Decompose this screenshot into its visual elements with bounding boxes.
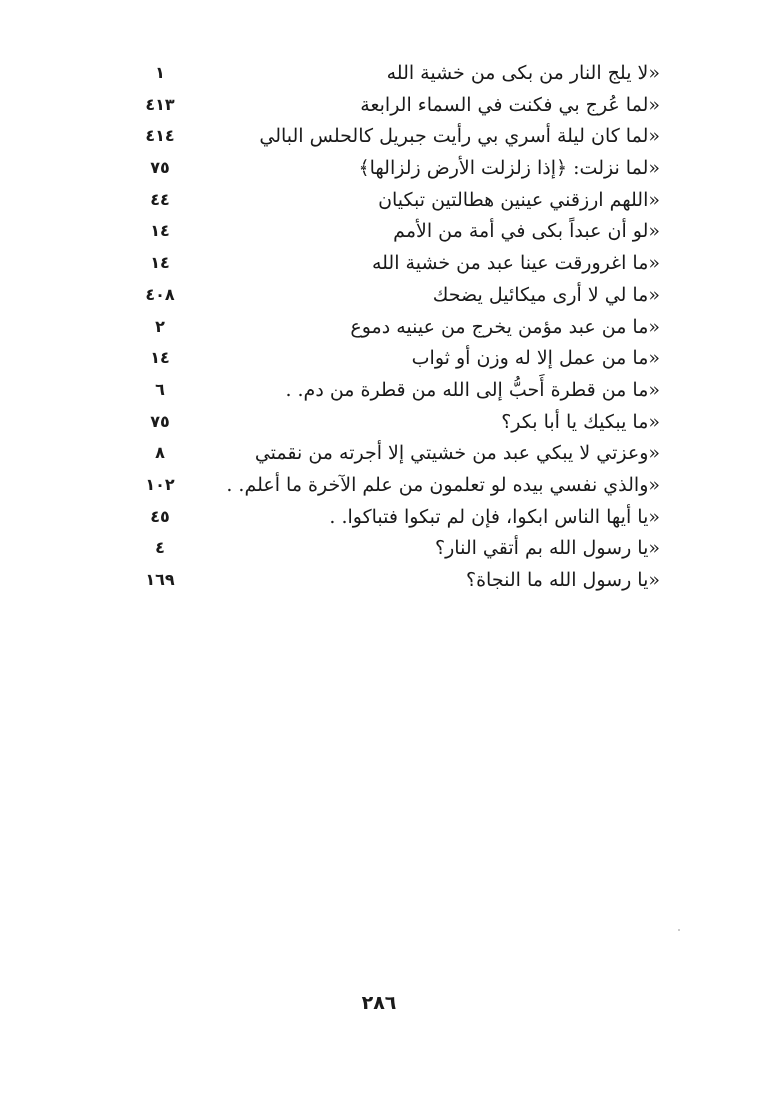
index-entry [140, 502, 660, 534]
page-reference: ١ [155, 63, 165, 82]
index-entry [140, 375, 660, 407]
hadith-text: «يا أيها الناس ابكوا، فإن لم تبكوا فتباكوا. . [329, 505, 660, 528]
page-reference: ١٤ [150, 221, 170, 241]
hadith-text: «لو أن عبداً بكى في أمة من الأمم [393, 220, 660, 243]
hadith-text: «لما عُرج بي فكنت في السماء الرابعة [360, 93, 660, 116]
index-entry [140, 565, 660, 597]
index-entry [140, 216, 660, 248]
hadith-text: «يا رسول الله بم أتقي النار؟ [435, 537, 660, 560]
page-reference: ١٤ [150, 253, 170, 273]
page-reference: ٤١٤ [145, 126, 175, 146]
page-reference: ٤ [155, 538, 165, 558]
hadith-text: «ما من عبد مؤمن يخرج من عينيه دموع [350, 315, 660, 338]
scan-speck [678, 929, 680, 931]
hadith-text: «ما من عمل إلا له وزن أو ثواب [411, 347, 660, 370]
page-reference: ٧٥ [150, 158, 170, 178]
page-reference: ٨ [155, 443, 165, 463]
page-reference: ٦ [155, 379, 165, 399]
hadith-text: «ما من قطرة أَحبُّ إلى الله من قطرة من دم. . [285, 378, 660, 401]
hadith-index-list [140, 58, 660, 597]
index-entry [140, 533, 660, 565]
page-reference: ١٠٢ [145, 474, 175, 494]
index-entry [140, 153, 660, 185]
page-reference: ٤١٣ [145, 94, 175, 114]
page-reference: ١٦٩ [145, 570, 175, 589]
index-entry [140, 470, 660, 502]
index-entry [140, 280, 660, 312]
index-entry [140, 121, 660, 153]
page-reference: ٤٤ [150, 189, 170, 209]
hadith-text: «والذي نفسي بيده لو تعلمون من علم الآخرة ما أعلم. . [226, 473, 660, 496]
hadith-text: «اللهم ارزقني عينين هطالتين تبكيان [378, 188, 660, 211]
page-reference: ٢ [155, 316, 165, 336]
index-entry [140, 248, 660, 280]
hadith-text: «ما يبكيك يا أبا بكر؟ [501, 410, 660, 433]
index-entry [140, 58, 660, 90]
index-entry [140, 438, 660, 470]
hadith-text: «لا يلج النار من بكى من خشية الله [386, 62, 660, 84]
page-reference: ١٤ [150, 348, 170, 368]
page-number: ٢٨٦ [361, 992, 397, 1014]
page-reference: ٧٥ [150, 411, 170, 431]
page-reference: ٤٠٨ [145, 284, 175, 304]
page-reference: ٤٥ [150, 506, 170, 526]
hadith-text: «ما اغرورقت عينا عبد من خشية الله [371, 252, 660, 275]
index-entry [140, 312, 660, 344]
index-entry [140, 407, 660, 439]
hadith-text: «لما نزلت: ﴿إذا زلزلت الأرض زلزالها﴾ [358, 157, 660, 180]
index-entry [140, 185, 660, 217]
hadith-text: «يا رسول الله ما النجاة؟ [466, 569, 660, 591]
index-entry [140, 90, 660, 122]
hadith-text: «لما كان ليلة أسري بي رأيت جبريل كالحلس البالي [259, 125, 660, 148]
hadith-text: «وعزتي لا يبكي عبد من خشيتي إلا أجرته من نقمتي [254, 442, 660, 465]
index-entry [140, 343, 660, 375]
hadith-text: «ما لي لا أرى ميكائيل يضحك [432, 283, 660, 306]
